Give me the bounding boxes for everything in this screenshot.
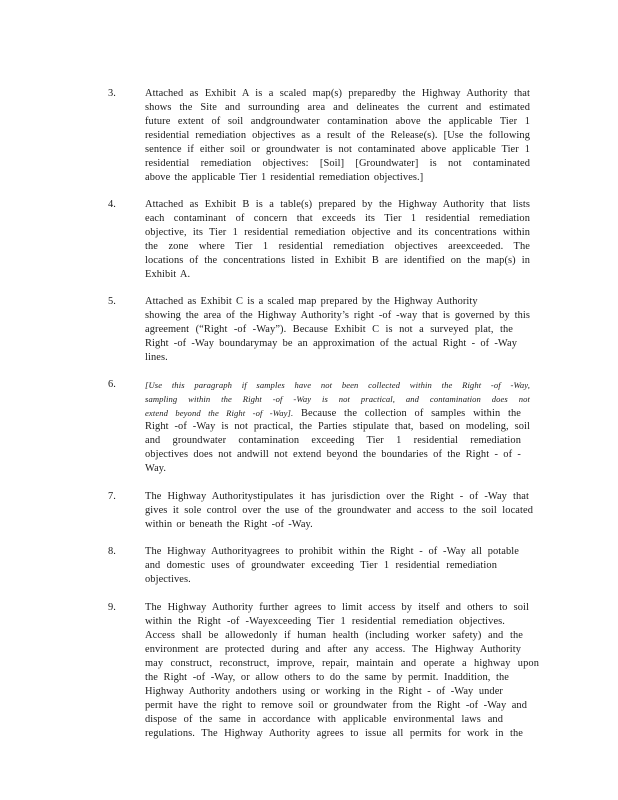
- text-line: Attached as Exhibit A is a scaled map(s) preparedby the Highway Authority that: [145, 88, 530, 99]
- text-line: each contaminant of concern that exceeds its Tier 1 residential remediation: [145, 213, 530, 224]
- text-line: The Highway Authorityagrees to prohibit within the Right - of -Way all potable: [145, 546, 519, 557]
- text-line: shows the Site and surrounding area and delineates the current and estimated: [145, 102, 530, 113]
- italic-note-line: sampling within the Right -of -Way is not practical, and contamination does not: [145, 394, 530, 404]
- text-line: [145, 406, 521, 420]
- text-line: Highway Authority andothers using or working in the Right - of -Way under: [145, 686, 503, 697]
- text-line: and domestic uses of groundwater exceeding Tier 1 residential remediation: [145, 560, 497, 571]
- text-line: the Right -of -Way, or allow others to do the same by permit. Inaddition, the: [145, 672, 509, 683]
- text-line: gives it sole control over the use of the groundwater and access to the soil located: [145, 505, 533, 516]
- text-line: Way.: [145, 463, 167, 474]
- paragraph-number: 8.: [108, 546, 116, 557]
- text-line: future extent of soil andgroundwater contamination above the applicable Tier 1: [145, 116, 530, 127]
- text-line: The Highway Authoritystipulates it has jurisdiction over the Right - of -Way that: [145, 491, 529, 502]
- text-line: agreement (“Right -of -Way”). Because Exhibit C is not a surveyed plat, the: [145, 324, 513, 335]
- text-line: Attached as Exhibit C is a scaled map prepared by the Highway Authority: [145, 296, 478, 307]
- text-line: residential remediation objectives as a result of the Release(s). [Use the following: [145, 130, 530, 141]
- text-line: within the Right -of -Wayexceeding Tier 1 residential remediation objectives.: [145, 616, 505, 627]
- text-line: lines.: [145, 352, 168, 363]
- text-line: and groundwater contamination exceeding Tier 1 residential remediation: [145, 435, 521, 446]
- text-line: permit have the right to remove soil or groundwater from the Right -of -Way and: [145, 700, 527, 711]
- text-line: may construct, reconstruct, improve, repair, maintain and operate a highway upon: [145, 658, 539, 669]
- paragraph-body: [145, 87, 530, 185]
- text-line: locations of the concentrations listed in Exhibit B are identified on the map(s) in: [145, 255, 530, 266]
- text-line: objective, its Tier 1 residential remediation objective and its concentrations within: [145, 227, 530, 238]
- text-line: environment are protected during and after any access. The Highway Authority: [145, 644, 521, 655]
- paragraph-body: [145, 198, 530, 282]
- paragraph-body: [145, 545, 530, 587]
- text-line: showing the area of the Highway Authority’s right -of -way that is governed by this: [145, 310, 530, 321]
- italic-note-line: [Use this paragraph if samples have not been collected within the Right -of -Way,: [145, 380, 530, 390]
- text-line: the zone where Tier 1 residential remediation objectives areexceeded. The: [145, 241, 530, 252]
- text-line: above the applicable Tier 1 residential remediation objectives.]: [145, 172, 424, 183]
- text-line: Right -of -Way is not practical, the Parties stipulate that, based on modeling, soil: [145, 421, 530, 432]
- paragraph-number: 7.: [108, 491, 116, 502]
- text-line: sentence if either soil or groundwater is not contaminated above applicable Tier 1: [145, 144, 530, 155]
- paragraph-body: [145, 378, 530, 476]
- text-line: residential remediation objectives: [Soil] [Groundwater] is not contaminated: [145, 158, 530, 169]
- paragraph-body: [145, 601, 539, 741]
- text-line: objectives does not andwill not extend beyond the boundaries of the Right - of -: [145, 449, 521, 460]
- text-fragment: Because the collection of samples within the: [293, 408, 521, 419]
- paragraph-body: [145, 295, 530, 365]
- paragraph-number: 5.: [108, 296, 116, 307]
- paragraph-number: 3.: [108, 88, 116, 99]
- text-line: dispose of the same in accordance with applicable environmental laws and: [145, 714, 503, 725]
- text-line: Exhibit A.: [145, 269, 191, 280]
- italic-note-end: extend beyond the Right -of -Way].: [145, 408, 294, 418]
- text-line: The Highway Authority further agrees to limit access by itself and others to soil: [145, 602, 529, 613]
- paragraph-number: 9.: [108, 602, 116, 613]
- text-line: regulations. The Highway Authority agrees to issue all permits for work in the: [145, 728, 523, 739]
- text-line: Access shall be allowedonly if human health (including worker safety) and the: [145, 630, 523, 641]
- text-line: Right -of -Way boundarymay be an approximation of the actual Right - of -Way: [145, 338, 517, 349]
- text-line: Attached as Exhibit B is a table(s) prepared by the Highway Authority that lists: [145, 199, 530, 210]
- paragraph-number: 4.: [108, 199, 116, 210]
- text-line: within or beneath the Right -of -Way.: [145, 519, 313, 530]
- text-line: objectives.: [145, 574, 191, 585]
- paragraph-body: [145, 490, 533, 532]
- paragraph-number: 6.: [108, 379, 116, 390]
